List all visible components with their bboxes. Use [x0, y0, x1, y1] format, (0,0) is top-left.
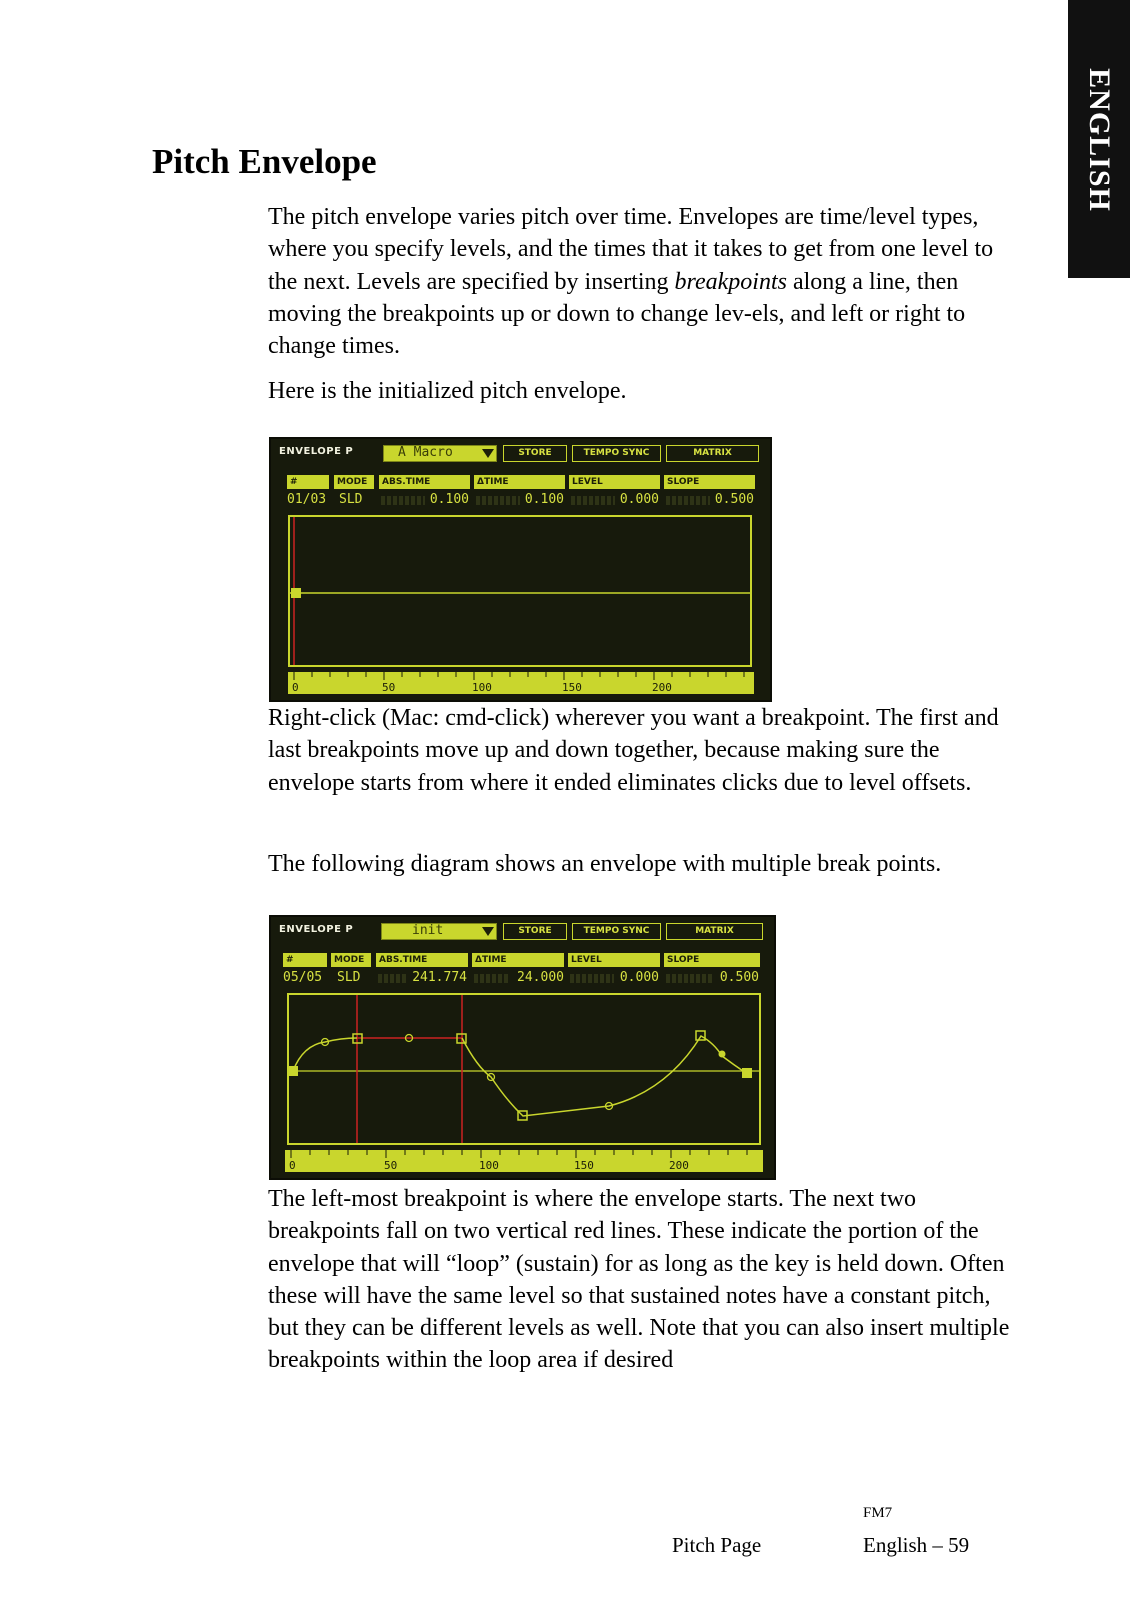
- ruler-label: 200: [652, 681, 672, 694]
- matrix-button[interactable]: MATRIX: [666, 923, 763, 940]
- envelope-graph[interactable]: [287, 993, 761, 1145]
- ruler-label: 100: [472, 681, 492, 694]
- ruler-label: 50: [382, 681, 396, 694]
- tempo-sync-button[interactable]: TEMPO SYNC: [572, 445, 661, 462]
- value-delta-time[interactable]: 24.000: [517, 970, 564, 985]
- dropdown-arrow-icon: [482, 927, 494, 936]
- time-ruler: [288, 672, 754, 694]
- ruler-label: 0: [289, 1159, 296, 1172]
- envelope-panel-multi: [269, 915, 776, 1180]
- ruler-label: 100: [479, 1159, 499, 1172]
- ruler-label: 0: [292, 681, 299, 694]
- dropdown-arrow-icon: [482, 449, 494, 458]
- curve-handle[interactable]: [719, 1051, 726, 1058]
- header-level: LEVEL: [568, 953, 660, 967]
- intro-paragraph: [268, 201, 1018, 362]
- value-meter: [571, 496, 615, 505]
- header-index: #: [283, 953, 327, 967]
- ruler-ticks: [285, 1150, 763, 1159]
- value-delta-time[interactable]: 0.100: [524, 492, 564, 507]
- envelope-segment: [462, 1036, 746, 1116]
- multi-breakpoint-caption: The following diagram shows an envelope with multiple break points.: [268, 851, 942, 877]
- value-mode[interactable]: SLD: [339, 492, 363, 507]
- store-button[interactable]: STORE: [503, 923, 567, 940]
- intro-text: The pitch envelope varies pitch over time. Envelopes are time/level types, where you specify levels, and the times that it takes to get from one level to the next. Levels are specified by inserting: [268, 204, 994, 295]
- page-title: Pitch Envelope: [152, 142, 377, 181]
- time-ruler: [285, 1150, 763, 1172]
- panel-title: ENVELOPE P: [279, 446, 354, 457]
- breakpoint-handle[interactable]: [291, 588, 301, 598]
- header-slope: SLOPE: [664, 475, 755, 489]
- header-abs-time: ABS.TIME: [376, 953, 468, 967]
- value-meter: [474, 974, 510, 983]
- tempo-sync-button[interactable]: TEMPO SYNC: [572, 923, 661, 940]
- language-tab-label: ENGLISH: [1083, 68, 1116, 212]
- value-slope[interactable]: 0.500: [719, 970, 759, 985]
- ruler-ticks: [288, 672, 754, 681]
- ruler-label: 150: [574, 1159, 594, 1172]
- value-abs-time[interactable]: 0.100: [429, 492, 469, 507]
- value-meter: [570, 974, 614, 983]
- header-level: LEVEL: [569, 475, 660, 489]
- breakpoint-instructions: Right-click (Mac: cmd-click) wherever you want a breakpoint. The first and last breakpoints move up and down together, because making sure the envelope starts from where it ended eliminates clicks due to level offsets.: [268, 705, 999, 796]
- preset-value: init: [412, 923, 444, 938]
- header-mode: MODE: [334, 475, 374, 489]
- header-index: #: [287, 475, 329, 489]
- footer-page-number: English – 59: [863, 1533, 970, 1557]
- value-level[interactable]: 0.000: [619, 970, 659, 985]
- ruler-label: 200: [669, 1159, 689, 1172]
- preset-value: A Macro: [398, 445, 453, 460]
- value-level[interactable]: 0.000: [619, 492, 659, 507]
- value-meter: [378, 974, 408, 983]
- value-meter: [381, 496, 425, 505]
- value-abs-time[interactable]: 241.774: [412, 970, 467, 985]
- language-tab: [1068, 0, 1130, 278]
- preset-dropdown[interactable]: [381, 923, 497, 940]
- initialized-caption: Here is the initialized pitch envelope.: [268, 378, 627, 404]
- value-meter: [666, 974, 714, 983]
- header-delta-time: ΔTIME: [474, 475, 565, 489]
- breakpoint-handle[interactable]: [289, 1066, 298, 1076]
- matrix-button[interactable]: MATRIX: [666, 445, 759, 462]
- panel-title: ENVELOPE P: [279, 924, 354, 935]
- ruler-label: 150: [562, 681, 582, 694]
- footer-section: Pitch Page: [672, 1533, 762, 1557]
- loop-explanation: The left-most breakpoint is where the envelope starts. The next two breakpoints fall on two vertical red lines. These indicate the portion of the envelope that will “loop” (sustain) for as long as the key is held down. Often these will have the same level so that sustained notes have a constant pitch, but they can be different levels as well. Note that you can also insert multiple breakpoints within the loop area if desired: [268, 1186, 1010, 1374]
- preset-dropdown[interactable]: [383, 445, 497, 462]
- envelope-panel-initialized: [269, 437, 772, 702]
- envelope-graph[interactable]: [288, 515, 752, 667]
- breakpoints-term: breakpoints: [674, 268, 787, 295]
- header-delta-time: ΔTIME: [472, 953, 564, 967]
- store-button[interactable]: STORE: [503, 445, 567, 462]
- breakpoint-handle[interactable]: [742, 1068, 752, 1078]
- value-mode[interactable]: SLD: [337, 970, 361, 985]
- footer-product: FM7: [863, 1505, 893, 1521]
- ruler-label: 50: [384, 1159, 398, 1172]
- envelope-graph-svg: [290, 517, 750, 665]
- intro-text-end: along a line, then moving the breakpoints up or down to change lev-els, and left or right to change times.: [268, 268, 966, 360]
- header-mode: MODE: [331, 953, 371, 967]
- envelope-graph-svg: [289, 995, 759, 1143]
- value-index: 01/03: [287, 492, 327, 507]
- value-meter: [476, 496, 520, 505]
- value-index: 05/05: [283, 970, 323, 985]
- header-abs-time: ABS.TIME: [379, 475, 470, 489]
- value-slope[interactable]: 0.500: [714, 492, 754, 507]
- envelope-segment: [293, 1038, 357, 1071]
- value-meter: [666, 496, 710, 505]
- header-slope: SLOPE: [664, 953, 760, 967]
